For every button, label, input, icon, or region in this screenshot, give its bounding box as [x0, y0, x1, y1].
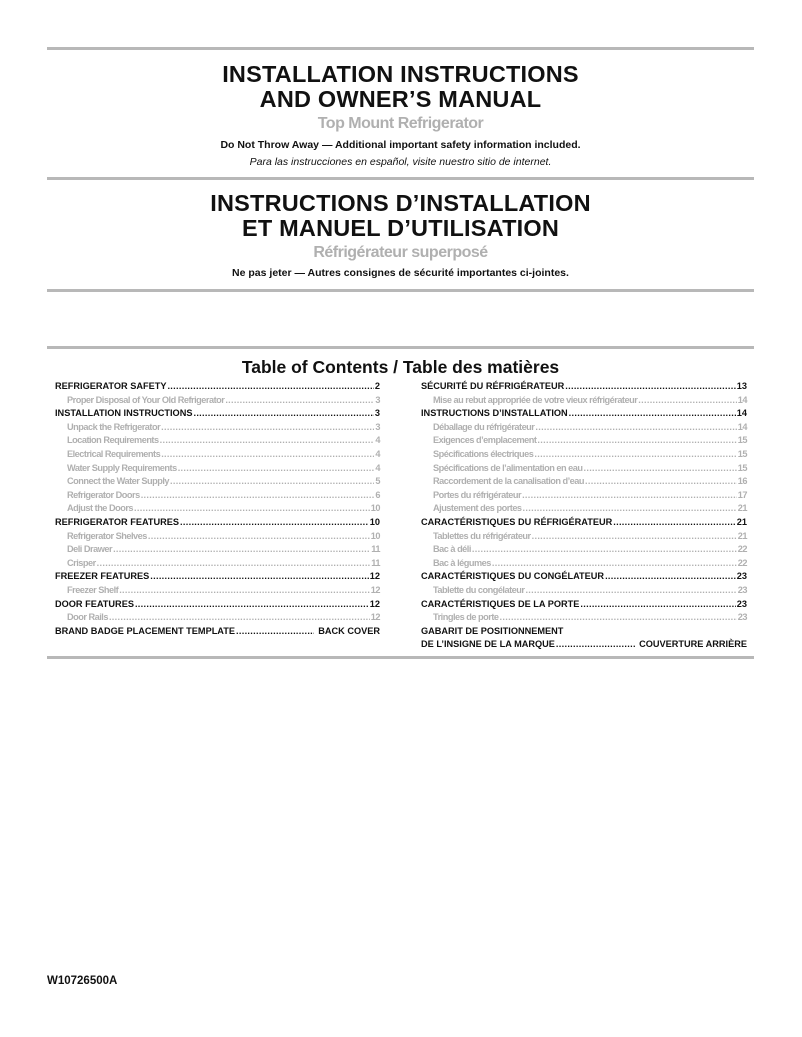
toc-entry-page: 12 — [370, 584, 380, 595]
toc-leader-dots — [534, 448, 736, 462]
toc-entry[interactable] — [421, 475, 747, 489]
toc-entry-label: Water Supply Requirements — [67, 462, 177, 473]
toc-entry-page: 4 — [375, 462, 380, 473]
toc-entry[interactable] — [421, 557, 747, 571]
toc-leader-dots — [148, 530, 370, 544]
en-subtitle: Top Mount Refrigerator — [317, 115, 484, 132]
toc-entry-label: Refrigerator Shelves — [67, 530, 147, 541]
toc-entry-label: Spécifications électriques — [433, 448, 534, 459]
toc-entry[interactable] — [421, 584, 747, 598]
toc-entry-label: Spécifications de l’alimentation en eau — [433, 462, 583, 473]
toc-entry[interactable] — [55, 448, 380, 462]
middle-rule — [47, 177, 754, 180]
toc-entry-label: Exigences d’emplacement — [433, 435, 537, 446]
toc-entry[interactable] — [55, 543, 380, 557]
toc-entry[interactable] — [55, 611, 380, 625]
toc-entry[interactable] — [55, 502, 380, 516]
toc-entry-label: Refrigerator Doors — [67, 489, 140, 500]
toc-entry-label: Electrical Requirements — [67, 448, 161, 459]
toc-entry-label: CARACTÉRISTIQUES DE LA PORTE — [421, 598, 580, 609]
toc-entry[interactable] — [55, 625, 380, 639]
toc-entry[interactable] — [421, 448, 747, 462]
toc-entry-label: Door Rails — [67, 612, 108, 623]
toc-entry-page: 3 — [374, 408, 380, 419]
toc-entry-page: 15 — [737, 435, 747, 446]
toc-entry[interactable] — [421, 421, 747, 435]
toc-entry-label: INSTALLATION INSTRUCTIONS — [55, 408, 193, 419]
toc-leader-dots — [532, 530, 737, 544]
toc-leader-dots — [150, 570, 369, 584]
toc-entry-label: Mise au rebut appropriée de votre vieux réfrigérateur — [433, 394, 638, 405]
toc-entry-label: Freezer Shelf — [67, 584, 119, 595]
toc-entry-label: FREEZER FEATURES — [55, 571, 150, 582]
toc-leader-dots — [492, 557, 737, 571]
toc-entry-label: SÉCURITÉ DU RÉFRIGÉRATEUR — [421, 381, 565, 391]
toc-title: Table of Contents / Table des matières — [241, 357, 560, 377]
toc-leader-dots — [638, 394, 736, 408]
toc-leader-dots — [97, 557, 371, 571]
toc-entry-label: BRAND BADGE PLACEMENT TEMPLATE — [55, 625, 236, 636]
toc-entry[interactable] — [421, 434, 747, 448]
toc-entry[interactable] — [421, 625, 747, 639]
toc-leader-dots — [161, 448, 374, 462]
toc-leader-dots — [585, 475, 737, 489]
en-title-line1: INSTALLATION INSTRUCTIONS — [222, 61, 579, 87]
toc-leader-dots — [135, 598, 369, 612]
toc-entry-label: Proper Disposal of Your Old Refrigerator — [67, 394, 225, 405]
fr-warning: Ne pas jeter — Autres consignes de sécurité importantes ci-jointes. — [232, 267, 569, 279]
toc-entry-page: 21 — [737, 530, 747, 541]
toc-entry-label: Adjust the Doors — [67, 503, 134, 514]
toc-leader-dots — [500, 611, 737, 625]
toc-entry-label: Déballage du réfrigérateur — [433, 421, 535, 432]
toc-leader-dots — [525, 584, 736, 598]
toc-entry-label: DOOR FEATURES — [55, 598, 134, 609]
toc-entry[interactable] — [55, 516, 380, 530]
toc-entry[interactable] — [55, 380, 380, 394]
toc-entry-page: COUVERTURE ARRIÈRE — [639, 639, 747, 650]
toc-entry-label: CARACTÉRISTIQUES DU RÉFRIGÉRATEUR — [421, 516, 613, 527]
toc-entry[interactable] — [421, 543, 747, 557]
toc-entry-page: 22 — [737, 557, 747, 568]
toc-entry-page: 22 — [737, 544, 747, 555]
toc-entry[interactable] — [421, 570, 747, 584]
toc-entry-page: 2 — [374, 381, 380, 391]
toc-leader-dots — [134, 502, 370, 516]
toc-entry-page: 10 — [370, 503, 380, 514]
toc-entry-label: GABARIT DE POSITIONNEMENT — [421, 625, 564, 636]
toc-entry-page: 11 — [371, 544, 380, 555]
top-rule — [47, 47, 754, 50]
toc-leader-dots — [236, 625, 314, 639]
toc-leader-dots — [180, 516, 369, 530]
toc-entry-page: 6 — [375, 489, 380, 500]
toc-entry-page: 10 — [369, 516, 380, 527]
toc-entry-label: Portes du réfrigérateur — [433, 489, 522, 500]
toc-entry-label: Ajustement des portes — [433, 503, 522, 514]
toc-entry-label: Tringles de porte — [433, 612, 499, 623]
toc-leader-dots — [160, 434, 375, 448]
toc-leader-dots — [605, 570, 736, 584]
toc-entry[interactable] — [55, 434, 380, 448]
toc-entry[interactable] — [55, 530, 380, 544]
toc-entry[interactable] — [55, 421, 380, 435]
toc-entry-page: 14 — [737, 394, 747, 405]
toc-entry-page: 12 — [370, 612, 380, 623]
toc-entry-page: 16 — [737, 476, 747, 487]
toc-entry-page: 17 — [737, 489, 747, 500]
toc-entry[interactable] — [55, 462, 380, 476]
toc-entry-page: 3 — [375, 394, 380, 405]
toc-top-rule — [47, 346, 754, 349]
en-title-line2: AND OWNER’S MANUAL — [259, 86, 542, 112]
toc-leader-dots — [522, 489, 737, 503]
toc-entry[interactable] — [421, 407, 747, 421]
toc-entry[interactable] — [421, 611, 747, 625]
toc-entry-page: 14 — [737, 421, 747, 432]
toc-leader-dots — [141, 489, 375, 503]
toc-entry-page: 21 — [736, 516, 747, 527]
toc-entry[interactable] — [55, 584, 380, 598]
toc-leader-dots — [170, 475, 374, 489]
toc-entry-label: Tablette du congélateur — [433, 584, 525, 595]
toc-entry-page: 12 — [369, 571, 380, 582]
toc-leader-dots — [113, 543, 370, 557]
toc-entry-page: 10 — [370, 530, 380, 541]
toc-entry-label: Bac à déli — [433, 544, 471, 555]
toc-entry[interactable] — [55, 598, 380, 612]
toc-leader-dots — [167, 380, 373, 394]
toc-leader-dots — [523, 502, 737, 516]
toc-entry[interactable] — [421, 462, 747, 476]
toc-right-column — [421, 380, 747, 652]
toc-leader-dots — [119, 584, 370, 598]
toc-leader-dots — [584, 462, 737, 476]
toc-leader-dots — [535, 421, 736, 435]
toc-entry-page: 5 — [375, 476, 380, 487]
toc-entry-label: REFRIGERATOR SAFETY — [55, 381, 167, 391]
toc-entry-page: 4 — [375, 448, 380, 459]
header-bottom-rule — [47, 289, 754, 292]
toc-entry-label: Crisper — [67, 557, 96, 568]
toc-entry-page: 23 — [736, 598, 747, 609]
toc-entry[interactable] — [421, 502, 747, 516]
toc-entry-label: Tablettes du réfrigérateur — [433, 530, 531, 541]
toc-entry[interactable] — [55, 475, 380, 489]
toc-entry[interactable] — [421, 530, 747, 544]
toc-leader-dots — [580, 598, 735, 612]
toc-entry[interactable] — [421, 394, 747, 408]
toc-entry-label: Deli Drawer — [67, 544, 113, 555]
toc-leader-dots — [161, 421, 374, 435]
toc-entry[interactable] — [55, 489, 380, 503]
toc-entry-label: Unpack the Refrigerator — [67, 421, 161, 432]
toc-leader-dots — [569, 407, 736, 421]
toc-entry-page: 21 — [737, 503, 747, 514]
toc-leader-dots — [556, 638, 635, 652]
toc-leader-dots — [109, 611, 370, 625]
toc-entry-page: 15 — [737, 448, 747, 459]
toc-leader-dots — [178, 462, 375, 476]
toc-entry-label: Raccordement de la canalisation d’eau — [433, 476, 585, 487]
toc-entry-page: 11 — [371, 557, 380, 568]
toc-entry[interactable] — [421, 380, 747, 394]
toc-entry-page: BACK COVER — [318, 625, 380, 636]
toc-entry[interactable] — [421, 598, 747, 612]
toc-leader-dots — [225, 394, 374, 408]
fr-title-line2: ET MANUEL D’UTILISATION — [241, 215, 560, 241]
en-warning: Do Not Throw Away — Additional important safety information included. — [220, 139, 581, 151]
toc-entry-page: 23 — [736, 571, 747, 582]
toc-entry-label: Connect the Water Supply — [67, 476, 169, 487]
toc-entry[interactable] — [421, 638, 747, 652]
toc-entry[interactable] — [421, 516, 747, 530]
fr-subtitle: Réfrigérateur superposé — [313, 244, 488, 261]
toc-leader-dots — [193, 407, 373, 421]
toc-entry-label: Bac à légumes — [433, 557, 491, 568]
toc-leader-dots — [613, 516, 736, 530]
toc-bottom-rule — [47, 656, 754, 659]
toc-entry-label: REFRIGERATOR FEATURES — [55, 516, 180, 527]
toc-entry-label: Location Requirements — [67, 435, 159, 446]
toc-entry-label: INSTRUCTIONS D’INSTALLATION — [421, 408, 568, 419]
toc-entry[interactable] — [55, 570, 380, 584]
toc-leader-dots — [537, 434, 736, 448]
document-number: W10726500A — [47, 975, 118, 987]
spanish-note: Para las instrucciones en español, visite nuestro sitio de internet. — [249, 156, 552, 168]
toc-entry-label: DE L’INSIGNE DE LA MARQUE — [421, 639, 555, 650]
toc-leader-dots — [565, 380, 736, 394]
toc-entry[interactable] — [55, 407, 380, 421]
toc-left-column — [55, 380, 380, 638]
fr-title-line1: INSTRUCTIONS D’INSTALLATION — [210, 190, 591, 216]
toc-entry-page: 23 — [737, 612, 747, 623]
toc-entry-page: 23 — [737, 584, 747, 595]
toc-entry-page: 14 — [736, 408, 747, 419]
toc-entry[interactable] — [55, 557, 380, 571]
toc-leader-dots — [472, 543, 737, 557]
toc-entry-page: 12 — [369, 598, 380, 609]
toc-entry-label: CARACTÉRISTIQUES DU CONGÉLATEUR — [421, 571, 605, 582]
toc-entry-page: 3 — [375, 421, 380, 432]
toc-entry-page: 13 — [736, 381, 747, 391]
toc-entry[interactable] — [55, 394, 380, 408]
toc-entry[interactable] — [421, 489, 747, 503]
toc-entry-page: 4 — [375, 435, 380, 446]
toc-entry-page: 15 — [737, 462, 747, 473]
